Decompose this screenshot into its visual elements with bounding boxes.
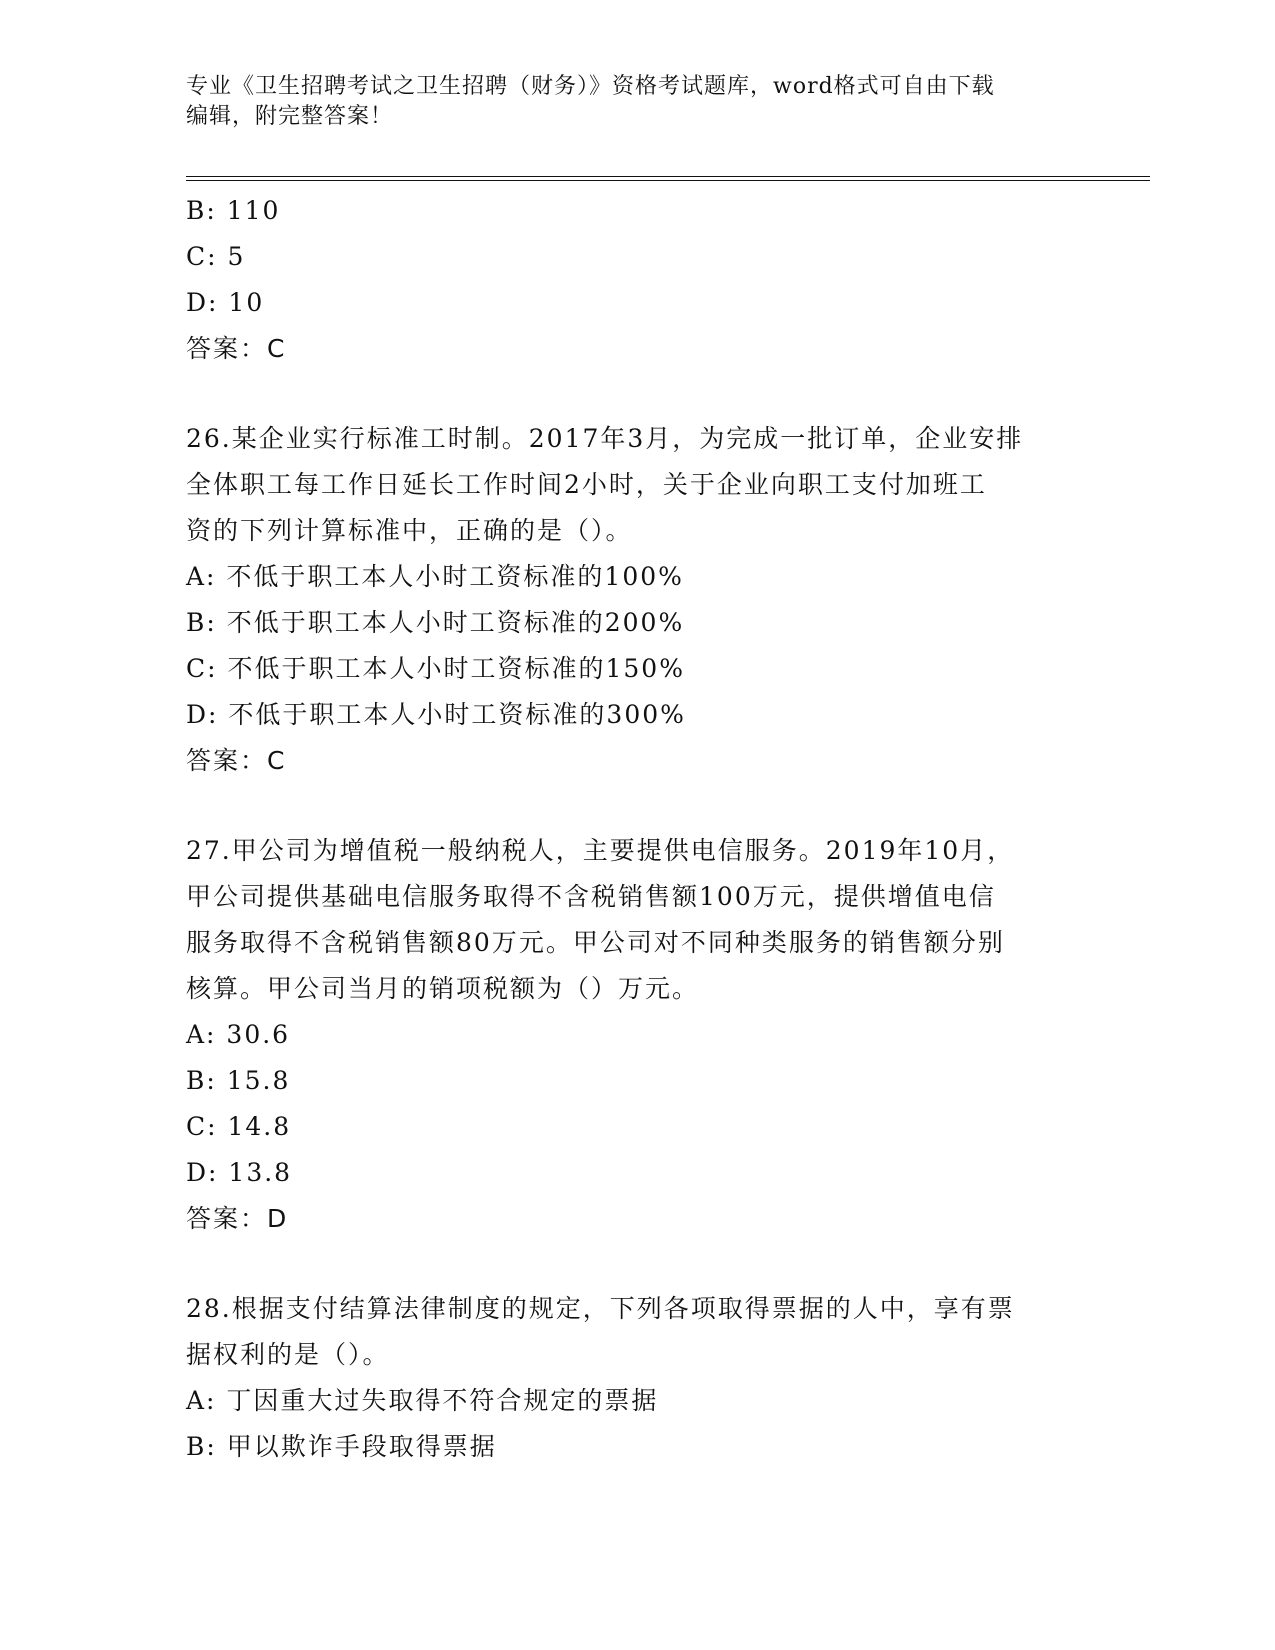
answer-line: 答案：C [186, 334, 287, 363]
spacer [186, 784, 1086, 828]
header-line-2: 编辑，附完整答案！ [186, 104, 394, 129]
option-a: A: 不低于职工本人小时工资标准的100% [186, 562, 684, 591]
question-text-line: 全体职工每工作日延长工作时间2小时，关于企业向职工支付加班工 [186, 470, 987, 499]
question-28 [186, 1286, 1086, 1470]
option-d: D: 13.8 [186, 1158, 293, 1187]
header-rule-bottom [186, 180, 1150, 181]
header-rule-top [186, 176, 1150, 177]
question-text-line: 27.甲公司为增值税一般纳税人，主要提供电信服务。2019年10月， [186, 836, 1015, 865]
option-d: D: 10 [186, 288, 265, 317]
answer-line: 答案：D [186, 1204, 289, 1233]
question-27 [186, 828, 1086, 1242]
spacer [186, 372, 1086, 416]
option-b: B: 甲以欺诈手段取得票据 [186, 1432, 497, 1461]
option-c: C: 5 [186, 242, 246, 271]
question-text-line: 服务取得不含税销售额80万元。甲公司对不同种类服务的销售额分别 [186, 928, 1005, 957]
question-text-line: 核算。甲公司当月的销项税额为（）万元。 [186, 974, 700, 1003]
option-b: B: 不低于职工本人小时工资标准的200% [186, 608, 685, 637]
option-c: C: 14.8 [186, 1112, 292, 1141]
question-text-line: 26.某企业实行标准工时制。2017年3月，为完成一批订单，企业安排 [186, 424, 1024, 453]
question-text-line: 资的下列计算标准中，正确的是（）。 [186, 516, 633, 545]
question-text-line: 据权利的是（）。 [186, 1340, 390, 1369]
spacer [186, 1242, 1086, 1286]
question-25-tail [186, 188, 1086, 372]
document-header [186, 72, 1066, 132]
option-b: B: 15.8 [186, 1066, 291, 1095]
option-b: B: 110 [186, 196, 281, 225]
answer-line: 答案：C [186, 746, 287, 775]
question-26 [186, 416, 1086, 784]
document-body [186, 188, 1086, 1470]
question-text-line: 甲公司提供基础电信服务取得不含税销售额100万元，提供增值电信 [186, 882, 996, 911]
option-a: A: 丁因重大过失取得不符合规定的票据 [186, 1386, 659, 1415]
option-c: C: 不低于职工本人小时工资标准的150% [186, 654, 685, 683]
option-a: A: 30.6 [186, 1020, 291, 1049]
question-text-line: 28.根据支付结算法律制度的规定，下列各项取得票据的人中，享有票 [186, 1294, 1015, 1323]
option-d: D: 不低于职工本人小时工资标准的300% [186, 700, 686, 729]
header-line-1: 专业《卫生招聘考试之卫生招聘（财务）》资格考试题库，word格式可自由下载 [186, 74, 995, 99]
